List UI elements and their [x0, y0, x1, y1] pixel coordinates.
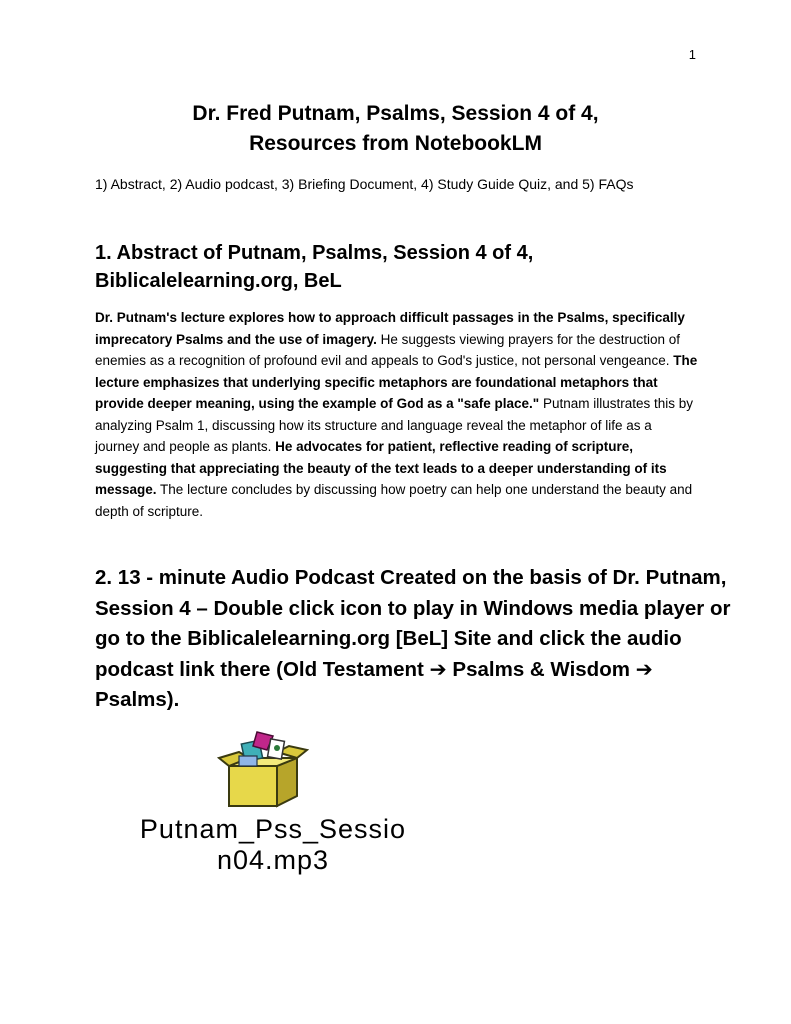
audio-file-name[interactable]: [93, 814, 453, 876]
abstract-heading-line-2: Biblicalelearning.org, BeL: [95, 270, 342, 292]
podcast-heading-text-3: Psalms).: [95, 688, 180, 711]
podcast-heading-text-1: 2. 13 - minute Audio Podcast Created on the basis of Dr. Putnam, Session 4 – Double click icon to play in Windows media player or go to the Biblicalelearning.org [BeL] Site and click the audio podcast link there (Old Testament: [95, 566, 731, 681]
abstract-text-run: Putnam illustrates this by analyzing Psalm 1, discussing how its structure and language reveal the metaphor of life as a journey and people as plants.: [95, 396, 694, 454]
abstract-bold-run: Dr. Putnam's lecture explores how to approach difficult passages in the Psalms, specifically imprecatory Psalms and the use of imagery.: [95, 310, 685, 347]
abstract-bold-run: He advocates for patient, reflective reading of scripture, suggesting that appreciating the beauty of the text leads to a deeper understanding of its message.: [95, 439, 667, 497]
abstract-bold-run: The lecture emphasizes that underlying specific metaphors are foundational metaphors that provide deeper meaning, using the example of God as a "safe place.": [95, 353, 698, 411]
page-number: 1: [688, 47, 696, 62]
abstract-heading: [95, 239, 715, 295]
abstract-text-run: He suggests viewing prayers for the destruction of enemies as a recognition of profound evil and appeals to God's justice, not personal vengeance.: [95, 331, 681, 368]
document-title: [60, 99, 731, 159]
title-line-2: Resources from NotebookLM: [249, 132, 542, 155]
right-arrow-icon: ➔: [635, 657, 653, 681]
audio-file-name-line-2: n04.mp3: [216, 845, 330, 875]
podcast-heading: [95, 563, 735, 716]
package-icon[interactable]: [217, 728, 309, 808]
audio-file-name-line-1: Putnam_Pss_Sessio: [139, 814, 407, 844]
contents-summary: 1) Abstract, 2) Audio podcast, 3) Briefing Document, 4) Study Guide Quiz, and 5) FAQs: [95, 176, 634, 192]
title-line-1: Dr. Fred Putnam, Psalms, Session 4 of 4,: [192, 102, 599, 125]
podcast-heading-text-2: Psalms & Wisdom: [446, 657, 636, 681]
right-arrow-icon: ➔: [429, 657, 447, 681]
abstract-text-run: The lecture concludes by discussing how poetry can help one understand the beauty and depth of scripture.: [95, 482, 693, 519]
abstract-paragraph: [95, 307, 699, 522]
audio-file-attachment[interactable]: [93, 728, 453, 876]
abstract-heading-line-1: 1. Abstract of Putnam, Psalms, Session 4 of 4,: [95, 242, 534, 264]
